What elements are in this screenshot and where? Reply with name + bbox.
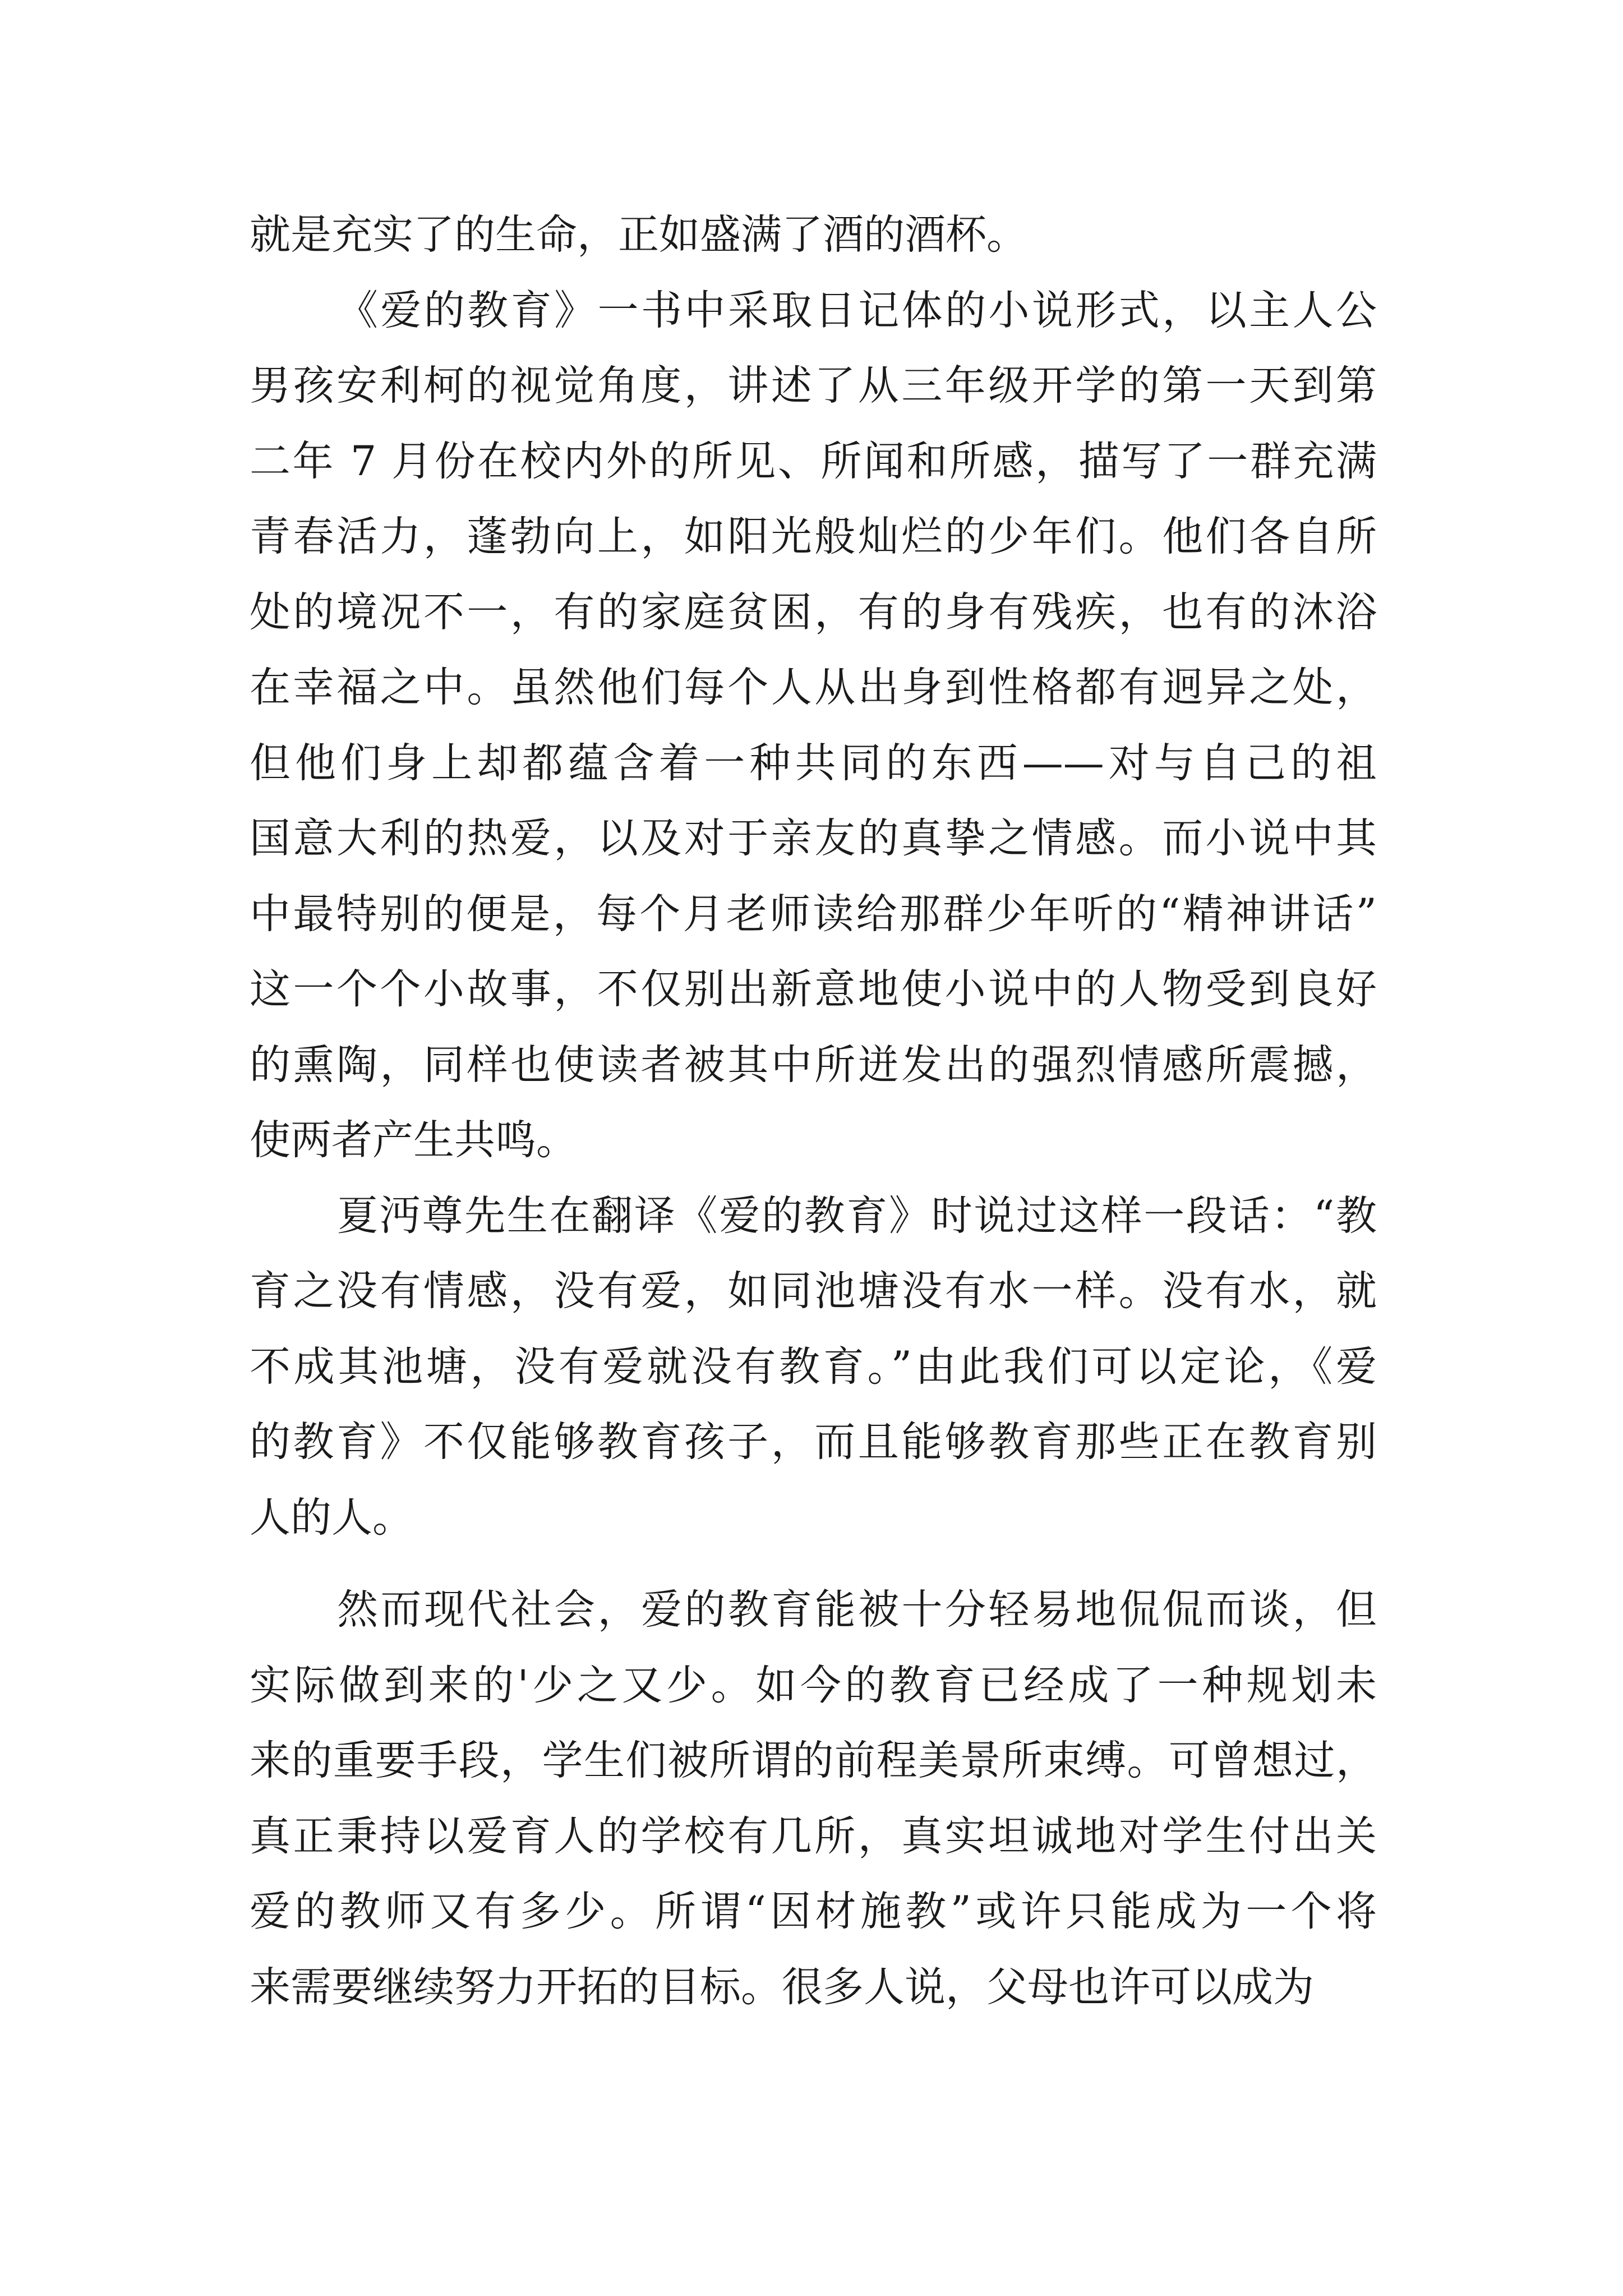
text-line: 爱的教师又有多少。所谓“因材施教”或许只能成为一个将 — [250, 1888, 1377, 1935]
text-line: 来的重要手段，学生们被所谓的前程美景所束缚。可曾想过， — [250, 1737, 1377, 1784]
text-line: 《爱的教育》一书中采取日记体的小说形式，以主人公 — [337, 286, 1377, 334]
text-line: 使两者产生共鸣。 — [250, 1116, 577, 1164]
text-line: 男孩安利柯的视觉角度，讲述了从三年级开学的第一天到第 — [250, 362, 1377, 409]
text-line: 育之没有情感，没有爱，如同池塘没有水一样。没有水，就 — [250, 1267, 1377, 1315]
text-line: 这一个个小故事，不仅别出新意地使小说中的人物受到良好 — [250, 965, 1377, 1013]
text-line: 就是充实了的生命，正如盛满了酒的酒杯。 — [250, 211, 1027, 259]
paragraph — [250, 1179, 1377, 1556]
text-line: 在幸福之中。虽然他们每个人从出身到性格都有迥异之处， — [250, 664, 1377, 711]
text-line: 青春活力，蓬勃向上，如阳光般灿烂的少年们。他们各自所 — [250, 513, 1377, 560]
paragraph — [250, 273, 1377, 1179]
text-line: 不成其池塘，没有爱就没有教育。”由此我们可以定论，《爱 — [250, 1342, 1377, 1391]
text-line: 人的人。 — [250, 1493, 413, 1542]
text-line: 处的境况不一，有的家庭贫困，有的身有残疾，也有的沐浴 — [250, 588, 1377, 636]
text-line: 国意大利的热爱，以及对于亲友的真挚之情感。而小说中其 — [250, 815, 1377, 862]
text-line: 来需要继续努力开拓的目标。很多人说，父母也许可以成为 — [250, 1963, 1314, 2011]
text-line: 的熏陶，同样也使读者被其中所迸发出的强烈情感所震撼， — [250, 1041, 1377, 1089]
text-line: 但他们身上却都蕴含着一种共同的东西——对与自己的祖 — [250, 739, 1377, 787]
text-line: 中最特别的便是，每个月老师读给那群少年听的“精神讲话” — [250, 890, 1377, 938]
paragraph — [250, 1572, 1377, 2025]
text-line: 真正秉持以爱育人的学校有几所，真实坦诚地对学生付出关 — [250, 1812, 1377, 1860]
text-line: 的教育》不仅能够教育孩子，而且能够教育那些正在教育别 — [250, 1418, 1377, 1466]
text-line: 夏沔尊先生在翻译《爱的教育》时说过这样一段话：“教 — [337, 1191, 1377, 1240]
paragraph-gap — [250, 1556, 1377, 1572]
text-line: 然而现代社会，爱的教育能被十分轻易地侃侃而谈，但 — [337, 1586, 1377, 1634]
text-line: 二年 7 月份在校内外的所见、所闻和所感，描写了一群充满 — [250, 437, 1377, 485]
paragraph — [250, 197, 1377, 273]
text-line: 实际做到来的'少之又少。如今的教育已经成了一种规划未 — [250, 1661, 1377, 1709]
document-body — [250, 197, 1377, 2025]
